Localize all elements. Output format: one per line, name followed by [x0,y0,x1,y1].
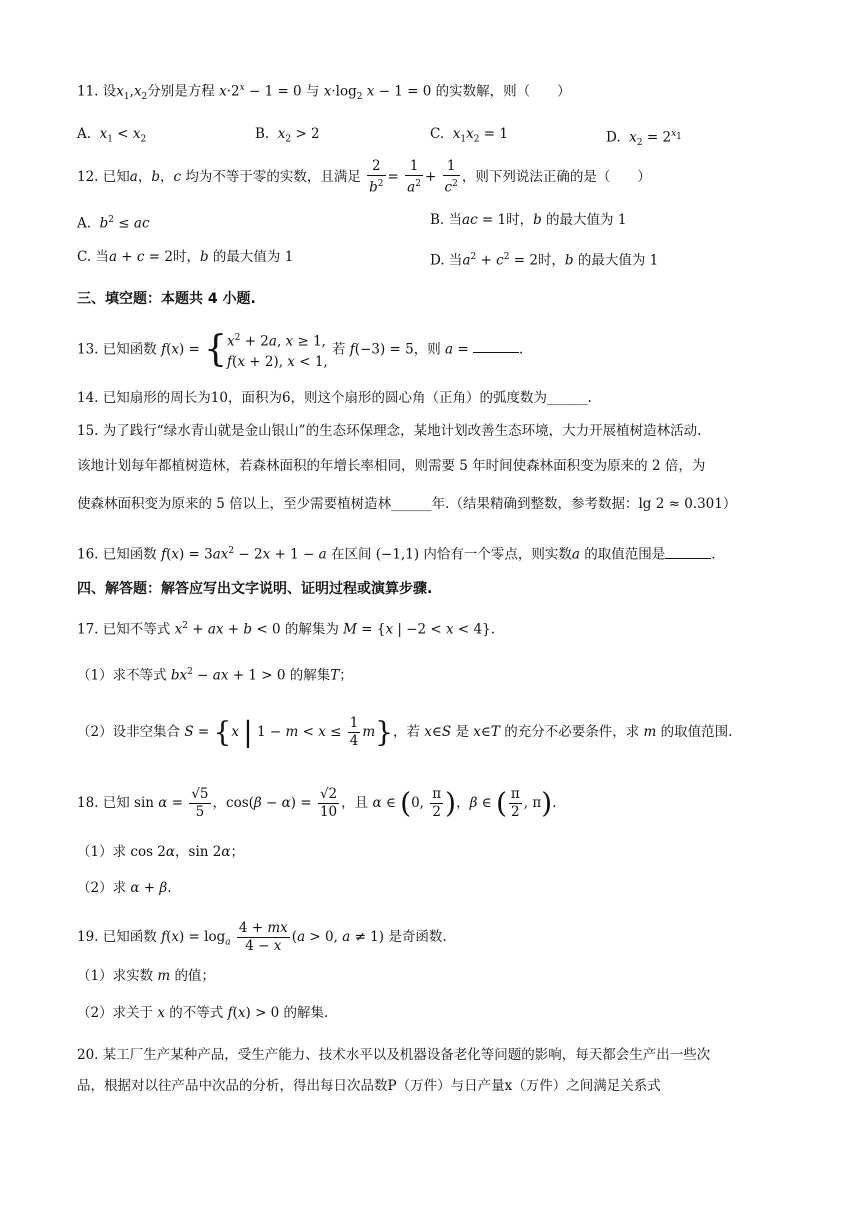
q13: 13. 已知函数 f(x) = { $x^2 + 2a$, x ≥ 1, f(x + 2), x < 1, 若 f(−3) = 5，则 a = . [77,328,524,370]
q15-line-3: 使森林面积变为原来的 5 倍以上，至少需要植树造林______年.（结果精确到整数，参考数据：lg 2 ≈ 0.301） [77,496,737,512]
q20-line-1: 20. 某工厂生产某种产品，受生产能力、技术水平以及机器设备老化等问题的影响，每天都会生产出一些次 [77,1047,711,1063]
q17-stem: 17. 已知不等式 $x^2$ + ax + b < 0 的解集为 M = {x | −2 < x < 4}. [77,621,496,638]
q15-line-2: 该地计划每年都植树造林，若森林面积的年增长率相同，则需要 5 年时间使森林面积变为原来的 2 倍，为 [77,458,706,474]
q16: 16. 已知函数 $f(x) = 3ax^2 - 2x + 1 - a$ 在区间 (−1,1) 内恰有一个零点，则实数a 的取值范围是 . [77,541,716,565]
q19-part-1: （1）求实数 m 的值； [77,968,215,984]
q12-option-d: D. 当$a^2 + c^2 = 2$时，b 的最大值为 1 [430,252,659,269]
q19-stem: 19. 已知函数 $f(x) = \log_a$ $\frac{4 + mx}{4 - x}$ (a > 0, a ≠ 1) 是奇函数. [77,920,447,954]
q11-option-d: D. $x_2 = 2^{x_1}$ [606,129,682,149]
q11-option-b: B. $x_2 > 2$ [255,126,320,145]
q12-stem: 12. 已知a，b，c 均为不等于零的实数，且满足 $\frac{2}{b^2}$ = $\frac{1}{a^2}$ + $\frac{1}{c^2}$ ，则下列说法正确的是（ ） [77,158,651,196]
q18-part-2: （2）求 α + β. [77,880,172,896]
q12-option-c: C. 当a + c = 2时，b 的最大值为 1 [77,249,294,265]
section-3-heading: 三、填空题：本题共 4 小题. [77,291,256,307]
q17-part-2: （2）设非空集合 S = {x | 1 − m < x ≤ $\frac{1}{4}$ m}，若 x∈S 是 x∈T 的充分不必要条件，求 m 的取值范围. [77,715,733,749]
q18-stem: 18. 已知 sin α = $\frac{√5}{5}$ ，cos(β − α) = $\frac{√2}{10}$ ，且 α ∈ (0, $\frac{\pi}{2}$ )，β ∈ ( $\frac{\pi}{2}$ , π). [77,786,557,820]
section-4-heading: 四、解答题：解答应写出文字说明、证明过程或演算步骤. [77,581,433,597]
q17-part-1: （1）求不等式 $bx^2$ − ax + 1 > 0 的解集T； [77,667,353,684]
q20-line-2: 品，根据对以往产品中次品的分析，得出每日次品数P（万件）与日产量x（万件）之间满足关系式 [77,1078,661,1094]
q18-part-1: （1）求 cos 2α，sin 2α； [77,844,244,860]
q11-stem: 11. 设$x_1,x_2$分别是方程 $x\cdot 2^x - 1 = 0$ 与 $x\cdot\log_2$ x − 1 = 0 的实数解，则（ ） [77,83,571,103]
q19-part-2: （2）求关于 x 的不等式 f(x) > 0 的解集. [77,1005,329,1021]
q11-option-c: C. $x_1x_2 = 1$ [430,126,508,145]
q14: 14. 已知扇形的周长为10，面积为6，则这个扇形的圆心角（正角）的弧度数为______. [77,390,592,406]
q11-option-a: A. $x_1 < x_2$ [77,126,147,145]
q12-option-a: A. $b^2$ ≤ ac [77,215,150,232]
q12-option-b: B. 当ac = 1时，b 的最大值为 1 [430,212,627,228]
q15-line-1: 15. 为了践行“绿水青山就是金山银山”的生态环保理念，某地计划改善生态环境，大力开展植树造林活动. [77,423,702,439]
